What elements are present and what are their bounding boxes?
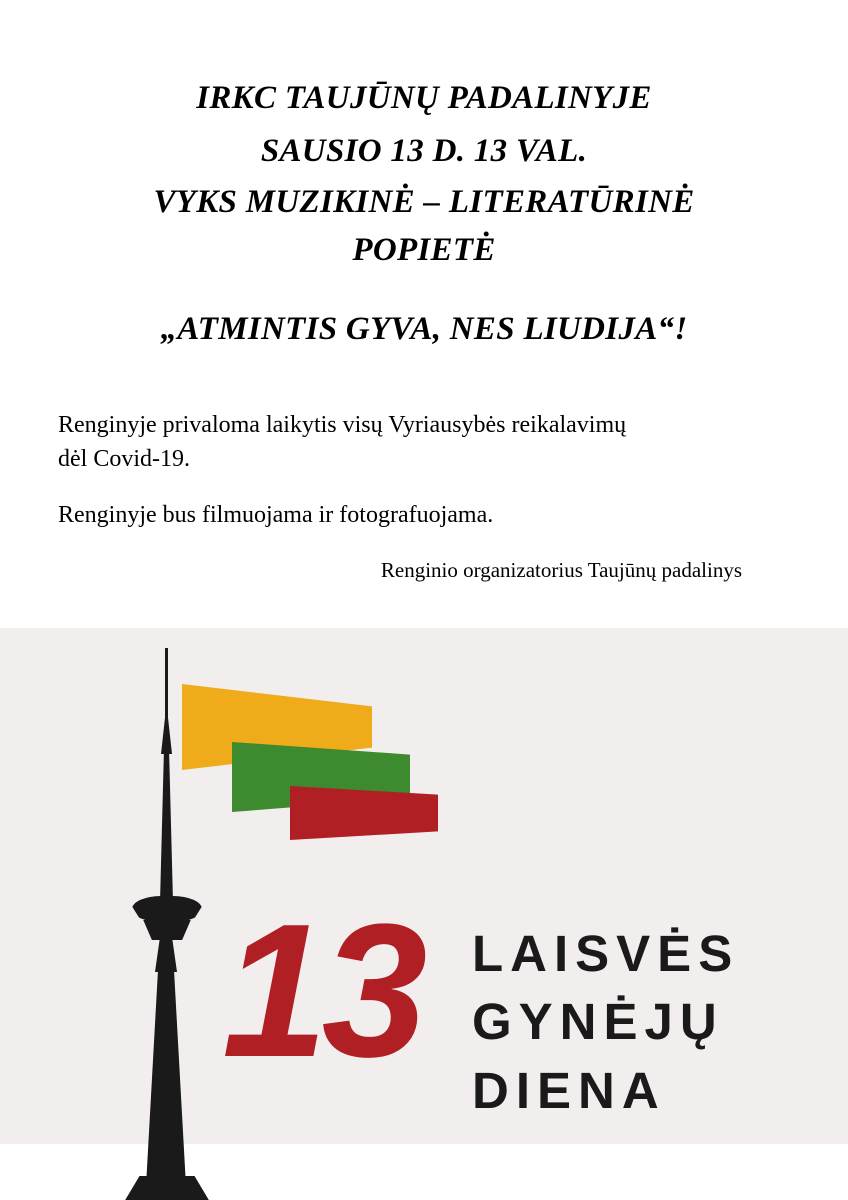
tower-shaft-part (146, 970, 186, 1186)
poster-headline-block (0, 0, 848, 356)
flag-ribbon-red-icon (290, 786, 438, 840)
tower-observation-pod-part (132, 896, 202, 922)
wordmark-line-2: GYNĖJŲ (472, 993, 724, 1051)
headline-line-1: IRKC TAUJŪNŲ PADALINYJE (196, 80, 652, 116)
poster-body-block (0, 356, 848, 583)
organizer-note: Renginio organizatorius Taujūnų padalinys (380, 558, 742, 583)
headline-line-4: POPIETĖ (352, 231, 496, 268)
emblem-number: 13 (222, 885, 422, 1097)
headline-line-5: „ATMINTIS GYVA, NES LIUDIJA“! (160, 310, 688, 347)
freedom-defenders-day-emblem (0, 628, 848, 1200)
emblem-wordmark (472, 920, 739, 1125)
tower-pod-underside-part (140, 920, 194, 940)
body-paragraph-filming: Renginyje bus filmuojama ir fotografuojama. (58, 502, 494, 529)
tower-antenna-part (161, 714, 172, 754)
headline-line-3: VYKS MUZIKINĖ – LITERATŪRINĖ (153, 183, 695, 220)
headline-line-2: SAUSIO 13 D. 13 VAL. (260, 133, 588, 170)
wordmark-line-3: DIENA (472, 1061, 666, 1119)
tower-neck-part (155, 938, 177, 972)
body-paragraph-covid: Renginyje privaloma laikytis visų Vyriausybės reikalavimų dėl Covid-19. (58, 412, 627, 473)
tower-base-part (124, 1176, 210, 1200)
wordmark-line-1: LAISVĖS (472, 925, 740, 982)
tower-spire-part (165, 648, 168, 720)
tower-upper-mast-part (160, 752, 173, 902)
